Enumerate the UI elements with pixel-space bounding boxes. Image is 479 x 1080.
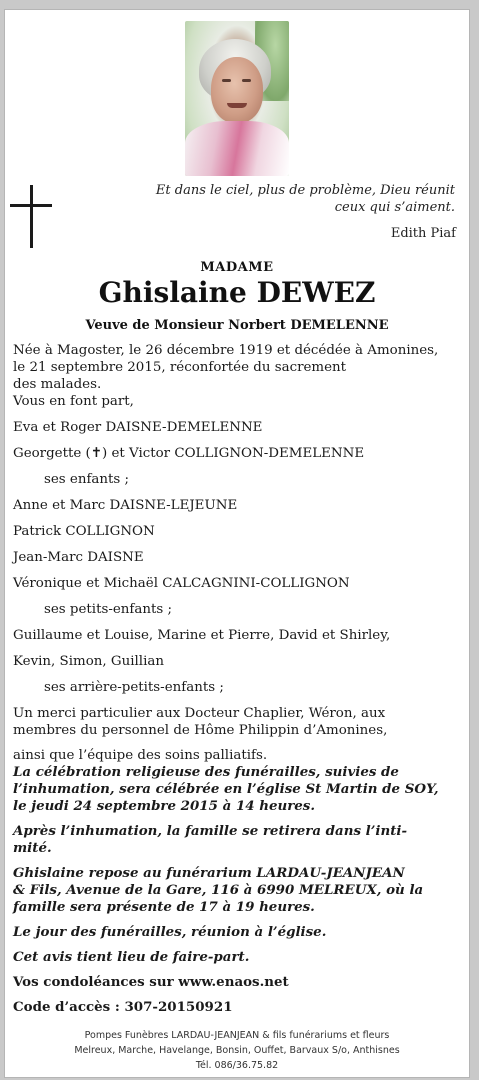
after-line: mité. xyxy=(13,840,52,856)
notice-line: Cet avis tient lieu de faire-part. xyxy=(13,949,250,965)
thanks-line: membres du personnel de Hôme Philippin d’Amonines, xyxy=(13,723,388,738)
after-line: Après l’inhumation, la famille se retirera dans l’inti- xyxy=(13,823,408,839)
rest-line: famille sera présente de 17 à 19 heures. xyxy=(13,899,315,915)
reunion-line: Le jour des funérailles, réunion à l’église. xyxy=(13,924,327,940)
announcement-body xyxy=(13,342,463,1016)
ceremony-line: le jeudi 24 septembre 2015 à 14 heures. xyxy=(13,798,316,814)
quote-text: Et dans le ciel, plus de problème, Dieu réunit ceux qui s’aiment. xyxy=(155,183,455,215)
intro-line: des malades. xyxy=(13,377,102,392)
family-line: Eva et Roger DAISNE-DEMELENNE xyxy=(13,420,263,435)
intro-line: Vous en font part, xyxy=(13,394,134,409)
family-line: Patrick COLLIGNON xyxy=(13,524,155,539)
access-code: Code d’accès : 307-20150921 xyxy=(13,999,233,1015)
family-line: Guillaume et Louise, Marine et Pierre, David et Shirley, xyxy=(13,628,391,643)
funeral-home-footer xyxy=(5,1028,469,1073)
portrait-photo xyxy=(185,21,289,176)
widow-subtitle: Veuve de Monsieur Norbert DEMELENNE xyxy=(85,318,389,333)
intro-line: Née à Magoster, le 26 décembre 1919 et décédée à Amonines, xyxy=(13,343,439,358)
deceased-name: Ghislaine DEWEZ xyxy=(98,276,376,309)
family-line: Jean-Marc DAISNE xyxy=(13,550,144,565)
ceremony-line: La célébration religieuse des funérailles, suivies de xyxy=(13,764,399,780)
intro-line: le 21 septembre 2015, réconfortée du sacrement xyxy=(13,360,347,375)
obituary-card xyxy=(4,9,470,1078)
relation-label: ses arrière-petits-enfants ; xyxy=(44,680,224,695)
footer-phone: Tél. 086/36.75.82 xyxy=(195,1060,279,1071)
thanks-line: ainsi que l’équipe des soins palliatifs. xyxy=(13,748,268,763)
relation-label: ses petits-enfants ; xyxy=(44,602,172,617)
footer-line: Melreux, Marche, Havelange, Bonsin, Ouffet, Barvaux S/o, Anthisnes xyxy=(74,1045,400,1056)
honorific-title: MADAME xyxy=(200,260,274,275)
ceremony-line: l’inhumation, sera célébrée en l’église St Martin de SOY, xyxy=(13,781,439,797)
relation-label: ses enfants ; xyxy=(44,472,130,487)
thanks-line: Un merci particulier aux Docteur Chaplier, Wéron, aux xyxy=(13,706,386,721)
quote-author: Edith Piaf xyxy=(390,226,456,241)
rest-line: Ghislaine repose au funérarium LARDAU-JEANJEAN xyxy=(13,865,405,881)
family-line: Kevin, Simon, Guillian xyxy=(13,654,164,669)
footer-line: Pompes Funèbres LARDAU-JEANJEAN & fils funérariums et fleurs xyxy=(84,1030,390,1041)
condolences-line: Vos condoléances sur www.enaos.net xyxy=(13,974,289,990)
family-line: Anne et Marc DAISNE-LEJEUNE xyxy=(13,498,238,513)
family-line: Véronique et Michaël CALCAGNINI-COLLIGNON xyxy=(13,576,350,591)
rest-line: & Fils, Avenue de la Gare, 116 à 6990 MELREUX, où la xyxy=(13,882,424,898)
family-line: Georgette (✝) et Victor COLLIGNON-DEMELENNE xyxy=(13,446,365,461)
